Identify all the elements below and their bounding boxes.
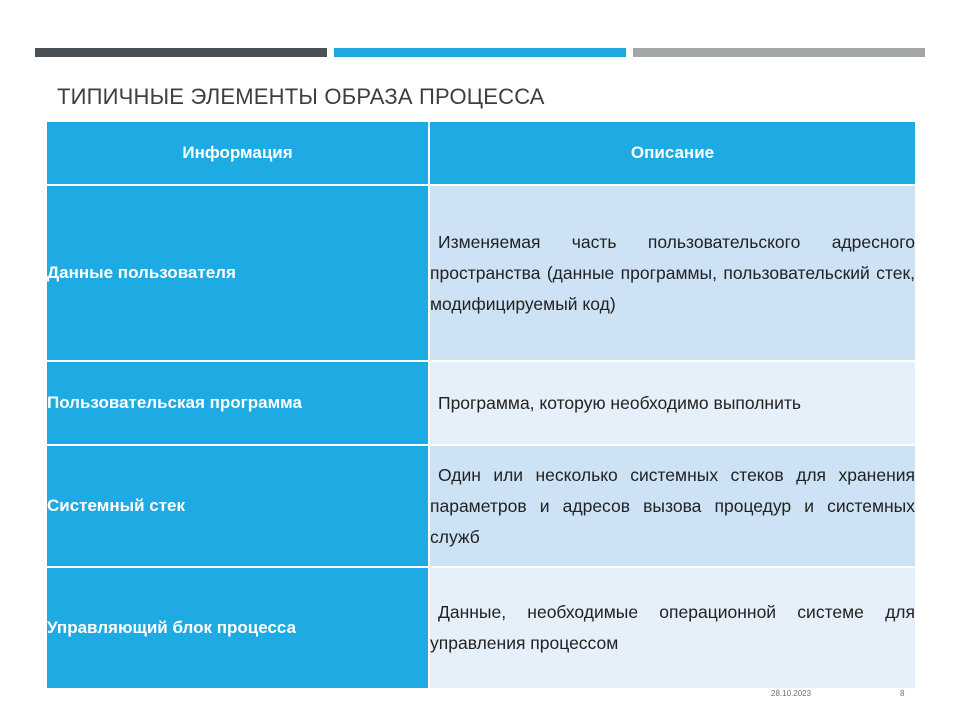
row-description xyxy=(429,567,916,689)
row-info: Управляющий блок процесса xyxy=(46,567,429,689)
process-image-table xyxy=(45,120,917,690)
row-info: Пользовательская программа xyxy=(46,361,429,445)
row-description-text: Данные, необходимые операционной системе для управления процессом xyxy=(430,602,915,653)
accent-bar-dark xyxy=(35,48,327,57)
table-row xyxy=(46,185,916,361)
header-info: Информация xyxy=(46,121,429,185)
row-description-text: Программа, которую необходимо выполнить xyxy=(438,392,802,413)
table-header-row xyxy=(46,121,916,185)
accent-bar-blue xyxy=(334,48,626,57)
table-row xyxy=(46,361,916,445)
table-row xyxy=(46,445,916,567)
row-info: Системный стек xyxy=(46,445,429,567)
row-info: Данные пользователя xyxy=(46,185,429,361)
row-description-text: Изменяемая часть пользовательского адресного пространства (данные программы, пользовательский стек, модифицируемый код) xyxy=(430,231,915,314)
header-description: Описание xyxy=(429,121,916,185)
row-description xyxy=(429,185,916,361)
table-row xyxy=(46,567,916,689)
slide-page-number: 8 xyxy=(900,689,905,698)
slide-title: ТИПИЧНЫЕ ЭЛЕМЕНТЫ ОБРАЗА ПРОЦЕССА xyxy=(57,84,545,109)
row-description-text: Один или несколько системных стеков для хранения параметров и адресов вызова процедур и системных служб xyxy=(430,464,915,547)
row-description xyxy=(429,445,916,567)
accent-bar-gray xyxy=(633,48,925,57)
slide-date: 28.10.2023 xyxy=(771,689,812,698)
row-description xyxy=(429,361,916,445)
